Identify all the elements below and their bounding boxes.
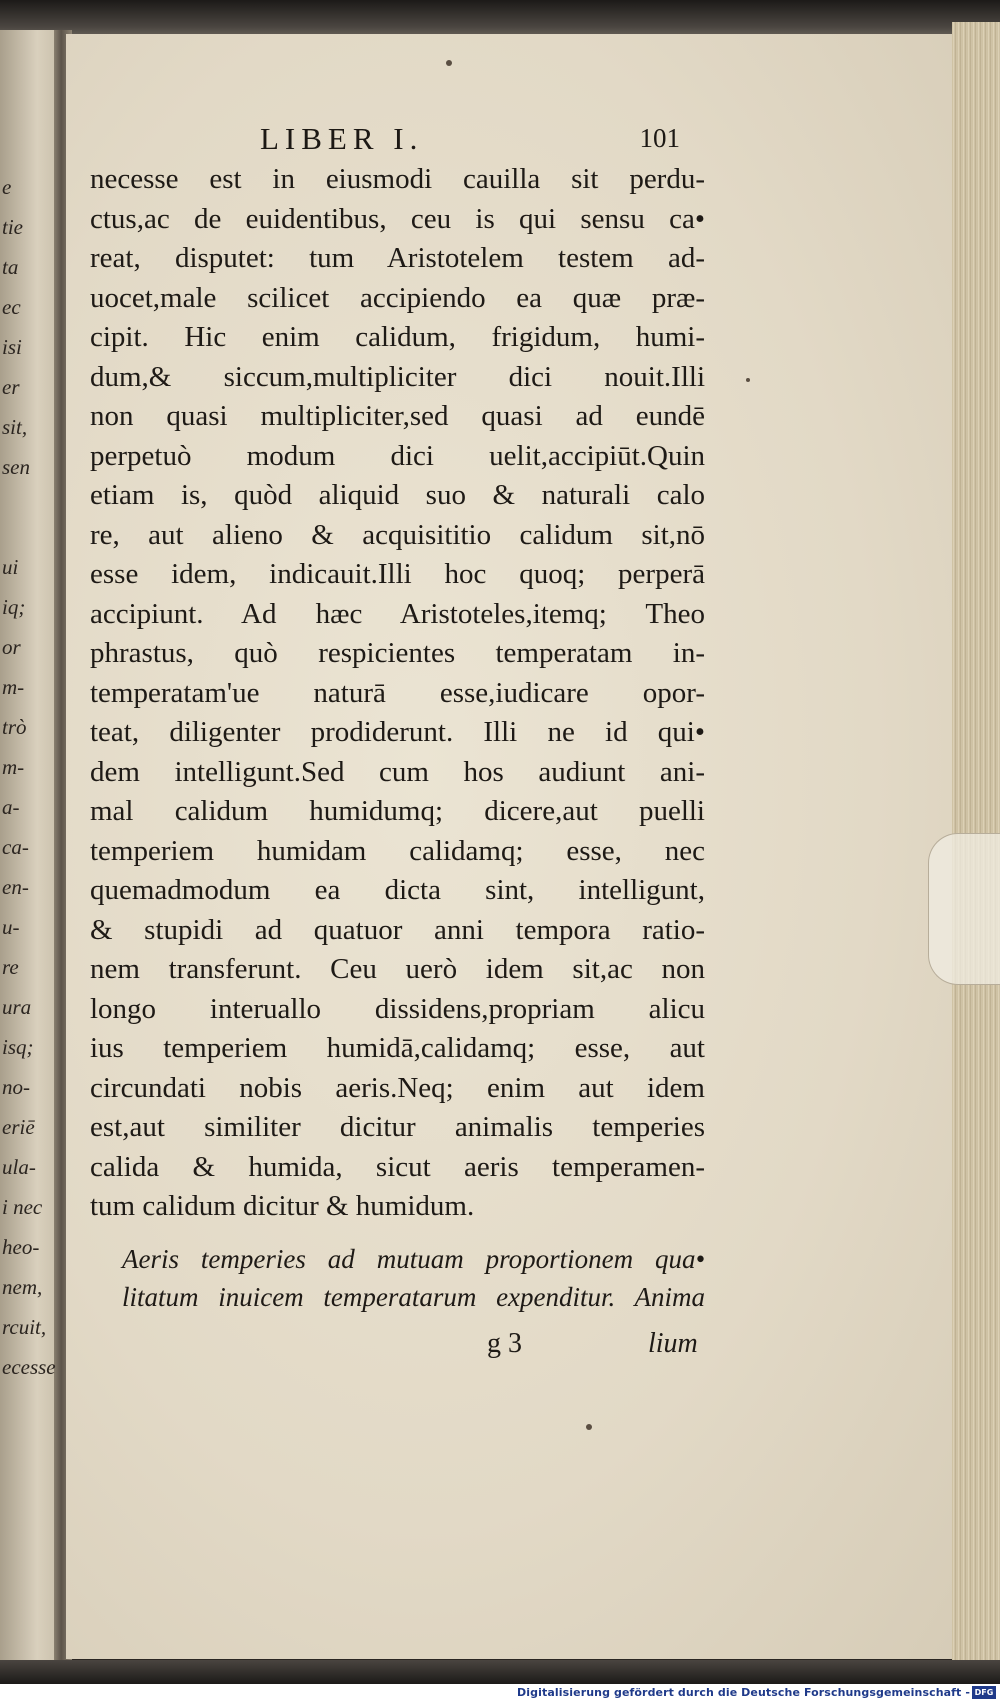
margin-note-line: Aeris temperies ad mutuam proportionem qua• [122,1244,705,1274]
text-line: est,aut similiter dicitur animalis temperies [90,1111,705,1143]
text-line: & stupidi ad quatuor anni tempora ratio- [90,913,705,946]
book-edge-top [0,0,1000,38]
left-page-fragment: ecesse [2,1355,56,1379]
text-line: teat, diligenter prodiderunt. Illi ne id qui• [90,716,705,748]
text-line: calida & humida, sicut aeris temperamen- [90,1150,705,1183]
signature-mark: g 3 [487,1328,522,1359]
left-page-fragment: or [2,635,21,659]
text-line: re, aut alieno & acquisititio calidum sit,nō [90,518,705,551]
text-line: ctus,ac de euidentibus, ceu is qui sensu ca• [90,202,705,235]
page-header [260,121,680,161]
ink-speck [446,60,452,66]
digitization-credit: Digitalisierung gefördert durch die Deutsche Forschungsgemeinschaft - [517,1686,970,1699]
text-line: uocet,male scilicet accipiendo ea quæ præ- [90,281,705,314]
left-page-fragment: i nec [2,1195,43,1219]
left-page-fragment: a- [2,795,20,819]
left-page-fragment: ui [2,555,19,579]
footer-bar [0,1684,1000,1702]
left-page-fragment: heo- [2,1235,40,1259]
text-line: etiam is, quòd aliquid suo & naturali calo [90,479,705,511]
left-page-fragment: isi [2,335,22,359]
margin-note [122,1240,705,1316]
text-line: temperatam'ue naturā esse,iudicare opor- [90,676,705,709]
left-page-fragment: trò [2,715,27,739]
left-page-fragment: e [2,175,12,199]
text-line: circundati nobis aeris.Neq; enim aut idem [90,1071,705,1104]
text-line: temperiem humidam calidamq; esse, nec [90,834,705,867]
text-line: ius temperiem humidā,calidamq; esse, aut [90,1032,705,1064]
margin-note-line: litatum inuicem temperatarum expenditur. Anima [122,1282,705,1312]
text-line: necesse est in eiusmodi cauilla sit perdu- [90,163,705,195]
left-page-fragment: rcuit, [2,1315,47,1339]
page-number: 101 [639,123,680,153]
left-page-fragment: eriē [2,1115,35,1139]
text-line: perpetuò modum dici uelit,accipiūt.Quin [90,439,705,472]
left-page-fragment: isq; [2,1035,34,1059]
left-page-fragment: u- [2,915,20,939]
left-page-fragment: m- [2,755,25,779]
left-page-fragment: ula- [2,1155,36,1179]
text-line: tum calidum dicitur & humidum. [90,1190,475,1222]
text-line: esse idem, indicauit.Illi hoc quoq; perperā [90,558,705,590]
text-line: phrastus, quò respicientes temperatam in- [90,637,705,669]
left-page-fragment: tie [2,215,23,239]
left-page-fragment: sen [2,455,30,479]
book-clip [928,833,1000,985]
text-line: longo interuallo dissidens,propriam alicu [90,992,705,1025]
book-edge-bottom [0,1660,1000,1684]
left-page-fragment: ta [2,255,19,279]
ink-speck [586,1424,592,1430]
text-line: nem transferunt. Ceu uerò idem sit,ac non [90,953,705,985]
text-line: reat, disputet: tum Aristotelem testem ad- [90,242,705,274]
left-page-fragment: en- [2,875,29,899]
catchword: lium [648,1328,698,1359]
running-title: LIBER I. [260,121,424,156]
text-line: dem intelligunt.Sed cum hos audiunt ani- [90,755,705,788]
text-line: non quasi multipliciter,sed quasi ad eundē [90,400,705,432]
left-page-fragment: iq; [2,595,26,619]
left-page-fragment: er [2,375,20,399]
ink-speck [746,378,750,382]
text-line: dum,& siccum,multipliciter dici nouit.Illi [90,360,705,393]
left-page-fragment: m- [2,675,25,699]
left-page-fragment: re [2,955,19,979]
left-page-fragment: ca- [2,835,29,859]
left-page-fragment: no- [2,1075,30,1099]
left-page-fragment: ura [2,995,32,1019]
body-text [90,160,705,1227]
text-line: mal calidum humidumq; dicere,aut puelli [90,795,705,827]
text-line: cipit. Hic enim calidum, frigidum, humi- [90,321,705,353]
left-page-fragment: sit, [2,415,28,439]
text-line: quemadmodum ea dicta sint, intelligunt, [90,874,705,906]
left-page-fragment: ec [2,295,21,319]
dfg-logo: DFG [972,1686,996,1699]
left-page-fragment: nem, [2,1275,43,1299]
text-line: accipiunt. Ad hæc Aristoteles,itemq; Theo [90,597,705,630]
